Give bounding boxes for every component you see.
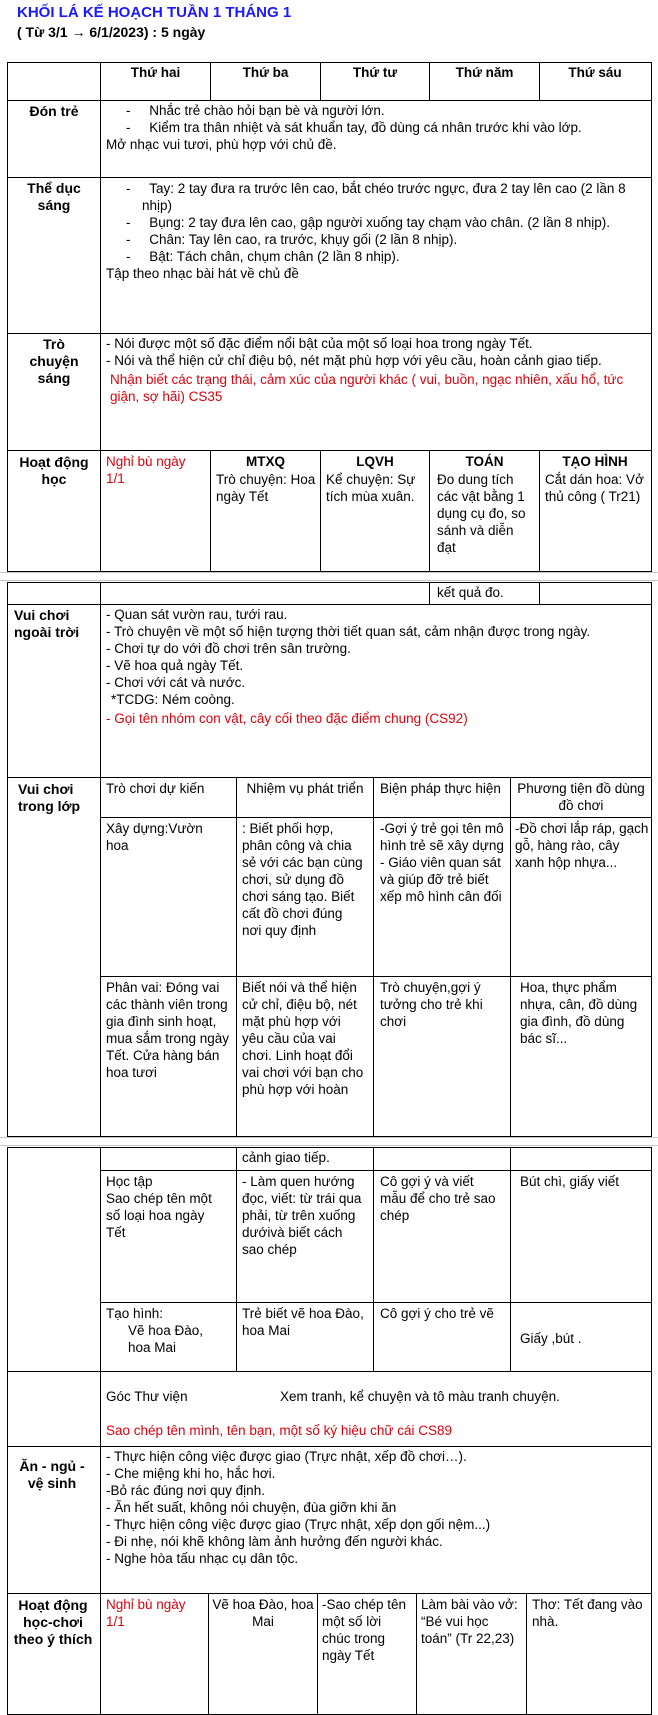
list-item: - Kiểm tra thân nhiệt và sát khuẩn tay, đồ dùng cá nhân trước khi vào lớp. [126, 120, 582, 135]
list-item: - Ăn hết suất, không nói chuyện, đùa giỡn khi ăn [106, 1500, 397, 1515]
header-day-thu: Thứ năm [455, 65, 514, 80]
ngoai-troi-red-goal: - Gọi tên nhóm con vật, cây cối theo đặc điểm chung (CS92) [106, 711, 468, 726]
page-title: KHỐI LÁ KẾ HOẠCH TUẦN 1 THÁNG 1 [17, 4, 292, 21]
chieu-fri: Thơ: Tết đang vào nhà. [532, 1597, 643, 1629]
the-duc-note: Tập theo nhạc bài hát về chủ đề [106, 266, 299, 281]
header-day-tue: Thứ ba [242, 65, 289, 80]
header-day-mon: Thứ hai [130, 65, 181, 80]
table-cell: Hoa, thực phẩm nhựa, cân, đồ dùng gia đình, đồ dùng bác sĩ... [520, 980, 638, 1046]
list-item: *TCDG: Ném coòng. [111, 692, 235, 707]
header-day-wed: Thứ tư [352, 65, 398, 80]
an-ngu-content [106, 1448, 648, 1567]
table-cell: Học tập Sao chép tên một số loại hoa ngày Tết [106, 1174, 212, 1240]
list-item: - Chân: Tay lên cao, ra trước, khụy gối (2 lần 8 nhịp). [126, 232, 458, 247]
list-item: - Tay: 2 tay đưa ra trước lên cao, bắt chéo trước ngực, đưa 2 tay lên cao (2 lần 8 nhịp) [126, 181, 626, 213]
trong-lop-header-4: Phương tiện đồ dùng đồ chơi [517, 781, 645, 813]
list-item: - Nói và thể hiện cử chỉ điệu bộ, nét mặt phù hợp với yêu cầu, hoàn cảnh giao tiếp. [106, 353, 602, 368]
list-item: -Bỏ rác đúng nơi quy định. [106, 1483, 265, 1498]
hdh-mon: Nghỉ bù ngày 1/1 [106, 454, 186, 486]
list-item: - Nói được một số đặc điểm nổi bật của một số loại hoa trong ngày Tết. [106, 336, 533, 351]
table-cell: Tạo hình: Vẽ hoa Đào, hoa Mai [106, 1306, 204, 1355]
thu-vien-desc: Xem tranh, kể chuyện và tô màu tranh chuyện. [280, 1389, 560, 1404]
hdh-thu-body: Đo dung tích các vật bằng 1 dụng cụ đo, so sánh và diễn đạt [437, 472, 526, 555]
row-label-ngoai-troi: Vui chơi ngoài trời [14, 607, 80, 640]
chieu-thu: Làm bài vào vở: “Bé vui học toán” (Tr 22,23) [421, 1597, 518, 1646]
table-cell: -Gợi ý trẻ gọi tên mô hình trẻ sẽ xây dựng - Giáo viên quan sát và giúp đỡ trẻ biết xếp mô hình cân đối [380, 821, 504, 904]
list-item: - Chơi với cát và nước. [106, 675, 246, 690]
trong-lop-header-2: Nhiệm vụ phát triển [246, 781, 364, 796]
list-item: - Chơi tự do với đồ chơi trên sân trường. [106, 641, 351, 656]
row-label-trong-lop: Vui chơi trong lớp [18, 781, 81, 814]
list-item: - Che miệng khi ho, hắc hơi. [106, 1466, 276, 1481]
hdh-tue-body: Trò chuyện: Hoa ngày Tết [216, 472, 316, 504]
row-label-don-tre: Đón trẻ [29, 103, 79, 119]
list-item: - Vẽ hoa quả ngày Tết. [106, 658, 244, 673]
table-cell: - Làm quen hướng đọc, viết: từ trái qua phải, từ trên xuống dướivà biết cách sao chép [242, 1174, 362, 1257]
list-item: - Quan sát vườn rau, tưới rau. [106, 607, 288, 622]
trong-lop-continued: cảnh giao tiếp. [242, 1150, 330, 1165]
hdh-thu-subject: TOÁN [465, 454, 504, 469]
table-cell: Phân vai: Đóng vai các thành viên trong gia đình sinh hoạt, mua sắm trong ngày Tết. Cửa hàng bán hoa tươi [106, 980, 230, 1080]
row-label-the-duc: Thể dục sáng [27, 180, 81, 213]
list-item: - Nghe hòa tấu nhạc cụ dân tộc. [106, 1551, 299, 1566]
header-day-fri: Thứ sáu [568, 65, 622, 80]
table-cell: Biết nói và thể hiện cử chỉ, điệu bộ, nét mặt phù hợp với yêu cầu của vai chơi. Linh hoạt đổi vai chơi với bạn cho phù hợp với hoàn [242, 980, 364, 1097]
hdh-tue-subject: MTXQ [246, 454, 285, 469]
list-item: - Thực hiện công việc được giao (Trực nhật, xếp dọn gối nệm...) [106, 1517, 491, 1532]
table-cell: Giấy ,bút . [520, 1331, 582, 1346]
table-cell: Xây dựng:Vườn hoa [106, 821, 203, 853]
the-duc-content [106, 180, 648, 282]
ngoai-troi-content [106, 606, 648, 727]
chieu-wed: -Sao chép tên một số lời chúc trong ngày Tết [322, 1597, 407, 1663]
trong-lop-header-1: Trò chơi dự kiến [106, 781, 205, 796]
chieu-mon: Nghỉ bù ngày 1/1 [106, 1597, 186, 1629]
list-item: - Trò chuyện về một số hiện tượng thời tiết quan sát, cảm nhận được trong ngày. [106, 624, 591, 639]
table-cell: -Đồ chơi lắp ráp, gạch gỗ, hàng rào, cây xanh hộp nhựa... [515, 821, 649, 870]
hdh-fri-body: Cắt dán hoa: Vở thủ công ( Tr21) [545, 472, 644, 504]
tro-chuyen-red-goal: Nhận biết các trạng thái, cảm xúc của người khác ( vui, buồn, ngạc nhiên, xấu hổ, tức giận, sợ hãi) CS35 [110, 372, 624, 404]
trong-lop-header-3: Biện pháp thực hiện [380, 781, 501, 796]
page-break [0, 1137, 658, 1146]
chieu-tue: Vẽ hoa Đào, hoa Mai [212, 1597, 314, 1629]
row-label-an-ngu: Ăn - ngủ - vệ sinh [19, 1458, 85, 1491]
hdh-fri-subject: TẠO HÌNH [562, 454, 628, 469]
page-break [0, 572, 658, 581]
hdh-wed-subject: LQVH [356, 454, 394, 469]
row-label-tro-chuyen: Trò chuyện sáng [29, 336, 79, 386]
page-subtitle: ( Từ 3/1 → 6/1/2023) : 5 ngày [17, 24, 206, 40]
table-cell: Trẻ biết vẽ hoa Đào, hoa Mai [242, 1306, 364, 1338]
table-cell: Bút chì, giấy viết [520, 1174, 620, 1189]
table-cell: Trò chuyện,gợi ý tưởng cho trẻ khi chơi [380, 980, 483, 1029]
row-label-hoat-dong-hoc: Hoạt động học [19, 454, 89, 487]
list-item: - Thực hiện công việc được giao (Trực nhật, xếp đồ chơi…). [106, 1449, 467, 1464]
tro-chuyen-content [106, 335, 648, 405]
list-item: - Bật: Tách chân, chụm chân (2 lần 8 nhịp). [126, 249, 400, 264]
don-tre-content [106, 102, 648, 153]
list-item: - Đi nhẹ, nói khẽ không làm ảnh hưởng đến người khác. [106, 1534, 443, 1549]
table-cell: : Biết phối hợp, phân công và chia sẻ với các bạn cùng chơi, sử dụng đồ chơi sáng tạo. Biết cất đồ chơi đúng nơi quy định [242, 821, 363, 938]
don-tre-note: Mở nhạc vui tươi, phù hợp với chủ đề. [106, 137, 337, 152]
table-cell: Cô gợi ý và viết mẫu để cho trẻ sao chép [380, 1174, 496, 1223]
table-cell: Cô gợi ý cho trẻ vẽ [380, 1306, 494, 1321]
hdh-thu-continued: kết quả đo. [437, 585, 504, 600]
hdh-wed-body: Kể chuyện: Sự tích mùa xuân. [326, 472, 416, 504]
list-item: - Bụng: 2 tay đưa lên cao, gập người xuống tay chạm vào chân. (2 lần 8 nhịp). [126, 215, 610, 230]
thu-vien-red-goal: Sao chép tên mình, tên bạn, một số ký hiệu chữ cái CS89 [106, 1423, 452, 1438]
thu-vien-label: Góc Thư viện [106, 1389, 188, 1404]
list-item: - Nhắc trẻ chào hỏi bạn bè và người lớn. [126, 103, 385, 118]
row-label-chieu: Hoạt động học-chơi theo ý thích [13, 1597, 93, 1647]
